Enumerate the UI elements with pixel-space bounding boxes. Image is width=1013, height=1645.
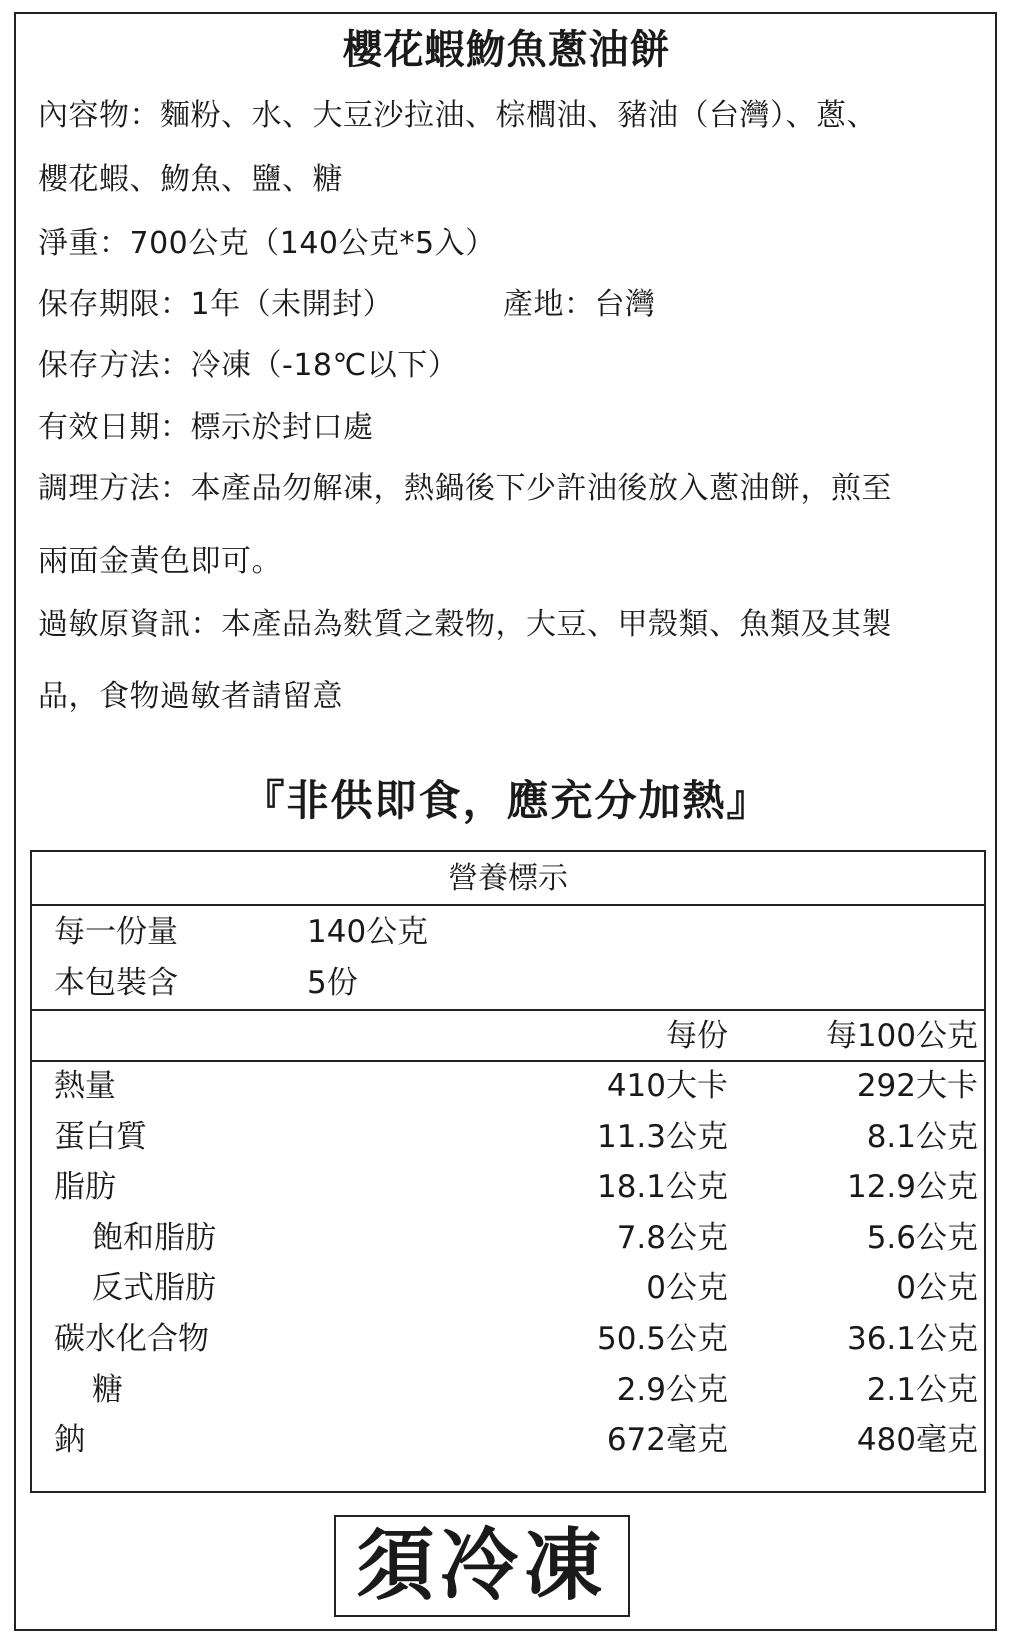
product-title: 櫻花蝦魩魚蔥油餅 (342, 27, 671, 73)
cooking-method-line-1: 調理方法：本產品勿解凍，熱鍋後下少許油後放入蔥油餅，煎至 (38, 471, 892, 506)
serving-size-row (32, 906, 984, 959)
per-100g-value: 2.1公克 (866, 1372, 978, 1408)
servings-value: 5份 (307, 965, 358, 1001)
table-row (32, 1364, 984, 1417)
column-header-row (32, 1010, 984, 1063)
per-serving-value: 2.9公克 (616, 1372, 728, 1408)
per-100g-header: 每100公克 (825, 1018, 978, 1054)
per-100g-value: 8.1公克 (866, 1119, 978, 1155)
per-serving-value: 50.5公克 (596, 1321, 728, 1357)
not-ready-to-eat-warning: 『非供即食，應充分加熱』 (242, 776, 771, 825)
nutrition-header: 營養標示 (32, 852, 984, 906)
table-row (32, 1262, 984, 1315)
servings-row (32, 957, 984, 1010)
ingredients-line-2: 櫻花蝦、魩魚、鹽、糖 (38, 162, 343, 197)
per-serving-value: 672毫克 (606, 1422, 728, 1458)
keep-frozen-notice: 須冷凍 (334, 1515, 630, 1617)
storage-method: 保存方法：冷凍（-18℃以下） (38, 348, 459, 383)
per-serving-value: 0公克 (646, 1270, 728, 1306)
expiry-date: 有效日期：標示於封口處 (38, 410, 374, 445)
serving-size-label: 每一份量 (54, 914, 178, 950)
nutrient-label: 蛋白質 (54, 1119, 147, 1155)
table-row (32, 1212, 984, 1265)
shelf-life: 保存期限：1年（未開封） (38, 287, 394, 322)
per-serving-value: 18.1公克 (596, 1169, 728, 1205)
cooking-method-line-2: 兩面金黃色即可。 (38, 544, 282, 579)
per-100g-value: 12.9公克 (846, 1169, 978, 1205)
per-serving-value: 11.3公克 (596, 1119, 728, 1155)
nutrient-label: 熱量 (54, 1068, 116, 1104)
ingredients-line-1: 內容物：麵粉、水、大豆沙拉油、棕櫚油、豬油（台灣）、蔥、 (38, 98, 877, 133)
table-row (32, 1161, 984, 1214)
per-100g-value: 36.1公克 (846, 1321, 978, 1357)
allergen-info-line-1: 過敏原資訊：本產品為麩質之穀物，大豆、甲殼類、魚類及其製 (38, 607, 892, 642)
per-100g-value: 0公克 (896, 1270, 978, 1306)
per-100g-value: 292大卡 (856, 1068, 978, 1104)
nutrient-label: 鈉 (54, 1422, 85, 1458)
nutrition-table (30, 850, 986, 1493)
nutrient-label: 脂肪 (54, 1169, 116, 1205)
per-serving-header: 每份 (666, 1018, 728, 1054)
servings-label: 本包裝含 (54, 965, 178, 1001)
nutrient-label: 糖 (92, 1372, 123, 1408)
table-row (32, 1414, 984, 1467)
per-serving-value: 7.8公克 (616, 1220, 728, 1256)
table-row (32, 1060, 984, 1113)
nutrient-label: 反式脂肪 (92, 1270, 216, 1306)
serving-size-value: 140公克 (307, 914, 429, 950)
table-row (32, 1313, 984, 1366)
per-100g-value: 5.6公克 (866, 1220, 978, 1256)
origin: 產地：台灣 (503, 287, 656, 322)
table-row (32, 1111, 984, 1164)
allergen-info-line-2: 品，食物過敏者請留意 (38, 679, 343, 714)
net-weight: 淨重：700公克（140公克*5入） (38, 226, 496, 261)
nutrient-label: 飽和脂肪 (92, 1220, 216, 1256)
per-100g-value: 480毫克 (856, 1422, 978, 1458)
nutrient-label: 碳水化合物 (54, 1321, 209, 1357)
per-serving-value: 410大卡 (606, 1068, 728, 1104)
